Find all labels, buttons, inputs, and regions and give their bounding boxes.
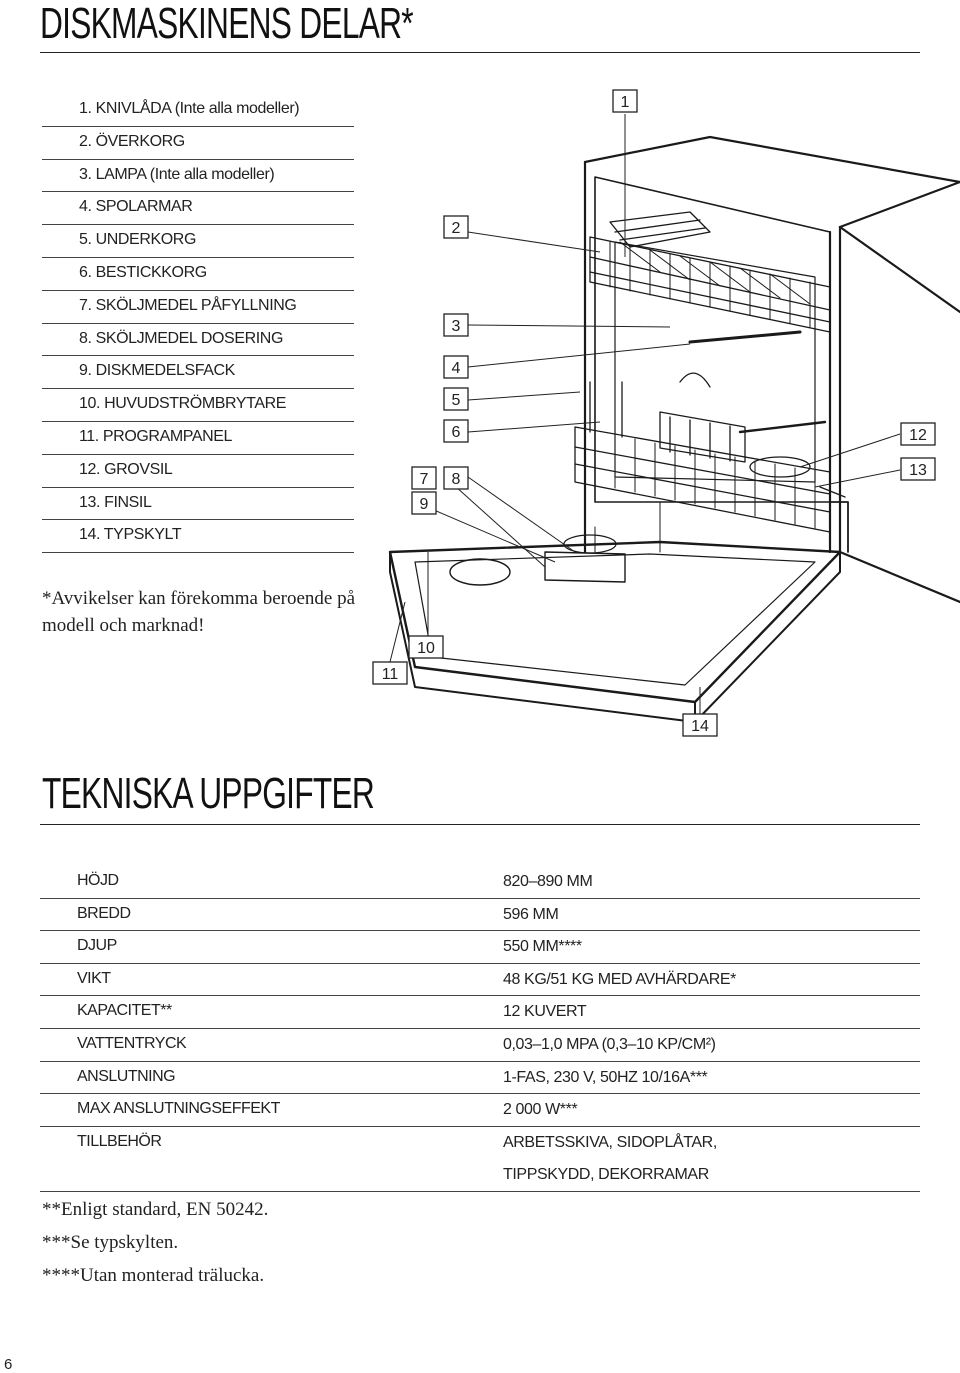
callout-7 xyxy=(412,467,436,489)
spec-row xyxy=(40,866,920,899)
callout-13 xyxy=(901,458,935,480)
spec-value: 12 KUVERT xyxy=(503,1003,587,1021)
callout-14 xyxy=(683,714,717,736)
callout-4 xyxy=(444,356,468,378)
spec-label: TILLBEHÖR xyxy=(77,1132,162,1150)
footnote: ***Se typskylten. xyxy=(42,1232,179,1253)
callout-6 xyxy=(444,420,468,442)
callout-8 xyxy=(444,467,468,489)
parts-list-item: 1. KNIVLÅDA (Inte alla modeller) xyxy=(42,94,354,127)
spec-label: DJUP xyxy=(77,937,117,955)
parts-list-item: 2. ÖVERKORG xyxy=(42,127,354,160)
spec-row xyxy=(40,931,920,964)
spec-value: 550 MM**** xyxy=(503,938,582,956)
spec-row xyxy=(40,1029,920,1062)
parts-list-item: 10. HUVUDSTRÖMBRYTARE xyxy=(42,389,354,422)
callout-label: 10 xyxy=(417,640,435,657)
callout-label: 11 xyxy=(381,666,399,683)
door-outline xyxy=(390,542,840,702)
spec-label: HÖJD xyxy=(77,872,119,889)
technical-footnotes xyxy=(42,1193,268,1292)
technical-rule xyxy=(40,824,920,825)
callout-label: 14 xyxy=(691,718,709,735)
spec-row xyxy=(40,899,920,932)
callout-label: 8 xyxy=(451,471,461,488)
callout-label: 5 xyxy=(451,392,461,409)
spec-label: ANSLUTNING xyxy=(77,1067,176,1085)
parts-list-item: 6. BESTICKKORG xyxy=(42,258,354,291)
footnote: ****Utan monterad trälucka. xyxy=(42,1265,265,1286)
parts-list-item: 9. DISKMEDELSFACK xyxy=(42,356,354,389)
callout-label: 4 xyxy=(451,360,461,377)
variance-note: *Avvikelser kan förekomma beroende på modell och marknad! xyxy=(42,588,356,636)
callout-label: 7 xyxy=(419,471,429,488)
spec-label: BREDD xyxy=(77,904,131,922)
callout-10 xyxy=(409,636,443,658)
spec-value: 0,03–1,0 MPA (0,3–10 KP/CM²) xyxy=(503,1035,716,1053)
spec-value: 48 KG/51 KG MED AVHÄRDARE* xyxy=(503,970,736,988)
callout-1 xyxy=(613,90,637,112)
technical-title: TEKNISKA UPPGIFTER xyxy=(42,769,375,818)
parts-list xyxy=(42,94,354,553)
page-number: 6 xyxy=(4,1356,13,1373)
parts-list-item: 13. FINSIL xyxy=(42,488,354,521)
callout-3 xyxy=(444,314,468,336)
parts-list-item: 5. UNDERKORG xyxy=(42,225,354,258)
spec-value: 596 MM xyxy=(503,905,559,923)
spec-row xyxy=(40,964,920,997)
cabinet-outline xyxy=(585,137,960,182)
parts-list-item: 12. GROVSIL xyxy=(42,455,354,488)
parts-list-item: 11. PROGRAMPANEL xyxy=(42,422,354,455)
callout-label: 12 xyxy=(909,427,927,444)
title-rule xyxy=(40,52,920,53)
parts-list-item: 14. TYPSKYLT xyxy=(42,520,354,553)
page-title: DISKMASKINENS DELAR* xyxy=(40,0,413,48)
footnote: **Enligt standard, EN 50242. xyxy=(42,1199,269,1220)
callout-label: 1 xyxy=(620,94,630,111)
callout-label: 9 xyxy=(419,496,429,513)
parts-list-item: 7. SKÖLJMEDEL PÅFYLLNING xyxy=(42,291,354,324)
parts-list-item: 8. SKÖLJMEDEL DOSERING xyxy=(42,324,354,357)
callout-9 xyxy=(412,492,436,514)
dishwasher-diagram xyxy=(360,82,960,762)
callout-label: 2 xyxy=(451,220,461,237)
callout-label: 3 xyxy=(451,318,461,335)
callout-11 xyxy=(373,662,407,684)
spec-value: 2 000 W*** xyxy=(503,1101,578,1119)
callout-2 xyxy=(444,216,468,238)
spec-value: 1-FAS, 230 V, 50HZ 10/16A*** xyxy=(503,1068,708,1086)
spec-row xyxy=(40,1062,920,1095)
callout-5 xyxy=(444,388,468,410)
callout-12 xyxy=(901,423,935,445)
spec-value: ARBETSSKIVA, SIDOPLÅTAR, TIPPSKYDD, DEKORRAMAR xyxy=(503,1133,717,1184)
spec-label: KAPACITET** xyxy=(77,1002,172,1020)
callout-label: 13 xyxy=(909,462,927,479)
parts-list-item: 4. SPOLARMAR xyxy=(42,192,354,225)
parts-list-item: 3. LAMPA (Inte alla modeller) xyxy=(42,160,354,193)
spec-row xyxy=(40,996,920,1029)
spec-value: 820–890 MM xyxy=(503,873,593,890)
spec-row xyxy=(40,1127,920,1192)
spec-label: VIKT xyxy=(77,969,111,987)
spec-label: VATTENTRYCK xyxy=(77,1034,187,1052)
spec-label: MAX ANSLUTNINGSEFFEKT xyxy=(77,1100,280,1118)
callout-label: 6 xyxy=(451,424,461,441)
spec-row xyxy=(40,1094,920,1127)
specs-table xyxy=(40,866,920,1192)
